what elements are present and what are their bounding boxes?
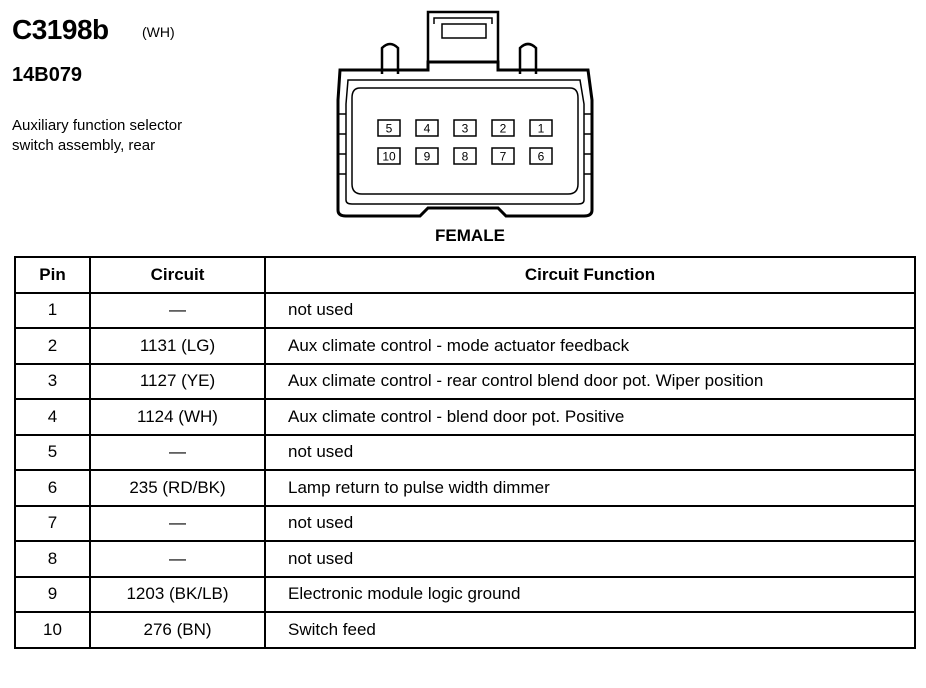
cell-pin: 5 xyxy=(15,435,90,471)
header-circuit-function: Circuit Function xyxy=(265,257,915,293)
header-circuit: Circuit xyxy=(90,257,265,293)
table-row xyxy=(15,435,915,471)
cell-function: Switch feed xyxy=(265,612,915,648)
cell-pin: 10 xyxy=(15,612,90,648)
svg-text:5: 5 xyxy=(385,121,393,136)
cell-circuit: 1124 (WH) xyxy=(90,399,265,435)
pin-cavity xyxy=(454,120,476,136)
table-row xyxy=(15,399,915,435)
connector-face-drawing xyxy=(320,4,610,226)
cell-pin: 3 xyxy=(15,364,90,400)
cell-pin: 4 xyxy=(15,399,90,435)
pin-cavity xyxy=(530,148,552,164)
cell-function: not used xyxy=(265,435,915,471)
svg-text:8: 8 xyxy=(461,149,469,164)
cell-circuit: — xyxy=(90,506,265,542)
header-pin: Pin xyxy=(15,257,90,293)
connector-gender-label: FEMALE xyxy=(435,226,505,245)
cell-function: not used xyxy=(265,293,915,329)
pin-cavity xyxy=(378,120,400,136)
pin-cavity xyxy=(492,120,514,136)
part-number: 14B079 xyxy=(12,64,83,86)
cell-circuit: 1127 (YE) xyxy=(90,364,265,400)
pin-cavity xyxy=(492,148,514,164)
cell-circuit: 1131 (LG) xyxy=(90,328,265,364)
table-row xyxy=(15,293,915,329)
cell-function: Electronic module logic ground xyxy=(265,577,915,613)
svg-text:7: 7 xyxy=(499,149,507,164)
cell-circuit: — xyxy=(90,293,265,329)
cell-circuit: 1203 (BK/LB) xyxy=(90,577,265,613)
description-line-1: Auxiliary function selector xyxy=(12,117,183,134)
cell-function: not used xyxy=(265,506,915,542)
cell-pin: 9 xyxy=(15,577,90,613)
connector-housing xyxy=(338,62,592,216)
pin-cavity xyxy=(454,148,476,164)
cell-pin: 2 xyxy=(15,328,90,364)
table-row xyxy=(15,541,915,577)
cell-function: Aux climate control - blend door pot. Positive xyxy=(265,399,915,435)
table-row xyxy=(15,506,915,542)
connector-color: (WH) xyxy=(142,24,175,40)
description-line-2: switch assembly, rear xyxy=(12,137,156,154)
cell-circuit: — xyxy=(90,435,265,471)
cell-function: not used xyxy=(265,541,915,577)
cell-pin: 6 xyxy=(15,470,90,506)
svg-text:6: 6 xyxy=(537,149,545,164)
svg-text:10: 10 xyxy=(382,149,396,164)
table-row xyxy=(15,328,915,364)
svg-text:1: 1 xyxy=(537,121,545,136)
pin-cavity xyxy=(378,148,400,164)
connector-id: C3198b xyxy=(12,14,109,45)
pinout-table xyxy=(14,256,916,649)
cell-function: Aux climate control - rear control blend door pot. Wiper position xyxy=(265,364,915,400)
table-row xyxy=(15,577,915,613)
table-header-row xyxy=(15,257,915,293)
connector-lock-tab xyxy=(428,12,498,62)
table-row xyxy=(15,364,915,400)
cell-circuit: 235 (RD/BK) xyxy=(90,470,265,506)
cell-circuit: — xyxy=(90,541,265,577)
svg-text:2: 2 xyxy=(499,121,507,136)
cell-pin: 7 xyxy=(15,506,90,542)
cell-pin: 1 xyxy=(15,293,90,329)
cell-pin: 8 xyxy=(15,541,90,577)
svg-text:9: 9 xyxy=(423,149,431,164)
cell-function: Aux climate control - mode actuator feedback xyxy=(265,328,915,364)
component-description xyxy=(12,116,262,156)
table-row xyxy=(15,612,915,648)
table-row xyxy=(15,470,915,506)
svg-text:4: 4 xyxy=(423,121,431,136)
pin-cavity xyxy=(416,148,438,164)
cell-circuit: 276 (BN) xyxy=(90,612,265,648)
svg-text:3: 3 xyxy=(461,121,469,136)
cell-function: Lamp return to pulse width dimmer xyxy=(265,470,915,506)
pin-cavity xyxy=(530,120,552,136)
pin-cavity xyxy=(416,120,438,136)
